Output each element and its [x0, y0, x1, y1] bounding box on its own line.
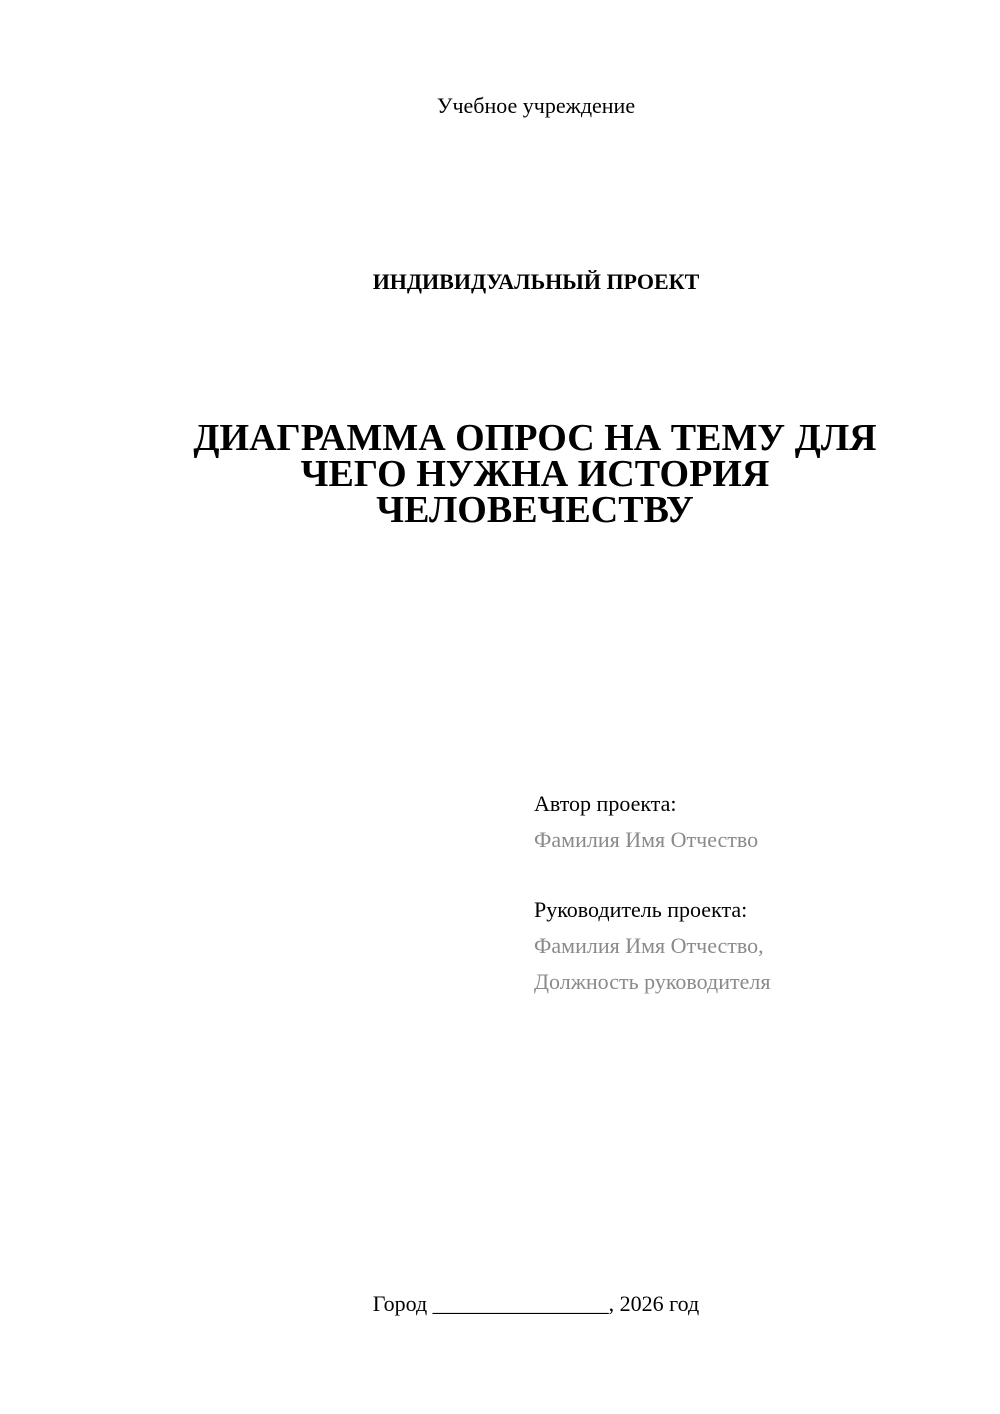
- author-name: Фамилия Имя Отчество: [534, 827, 759, 852]
- project-type-heading: ИНДИВИДУАЛЬНЫЙ ПРОЕКТ: [372, 269, 700, 294]
- city-blank: ________________: [432, 1291, 609, 1316]
- project-title-line: ДИАГРАММА ОПРОС НА ТЕМУ ДЛЯ: [193, 417, 877, 459]
- supervisor-block: [534, 892, 770, 1000]
- author-label: Автор проекта:: [534, 791, 677, 816]
- supervisor-label: Руководитель проекта:: [534, 897, 748, 922]
- supervisor-position: Должность руководителя: [534, 969, 771, 994]
- author-block: [534, 786, 758, 858]
- year-text: , 2026 год: [608, 1291, 700, 1316]
- footer-city-year: [0, 1288, 1000, 1320]
- institution-name: Учебное учреждение: [436, 93, 636, 118]
- supervisor-name: Фамилия Имя Отчество,: [534, 933, 764, 958]
- project-title-line: ЧЕЛОВЕЧЕСТВУ: [376, 489, 694, 531]
- project-title: [160, 417, 910, 531]
- city-label: Город: [372, 1291, 428, 1316]
- project-title-line: ЧЕГО НУЖНА ИСТОРИЯ: [300, 453, 770, 495]
